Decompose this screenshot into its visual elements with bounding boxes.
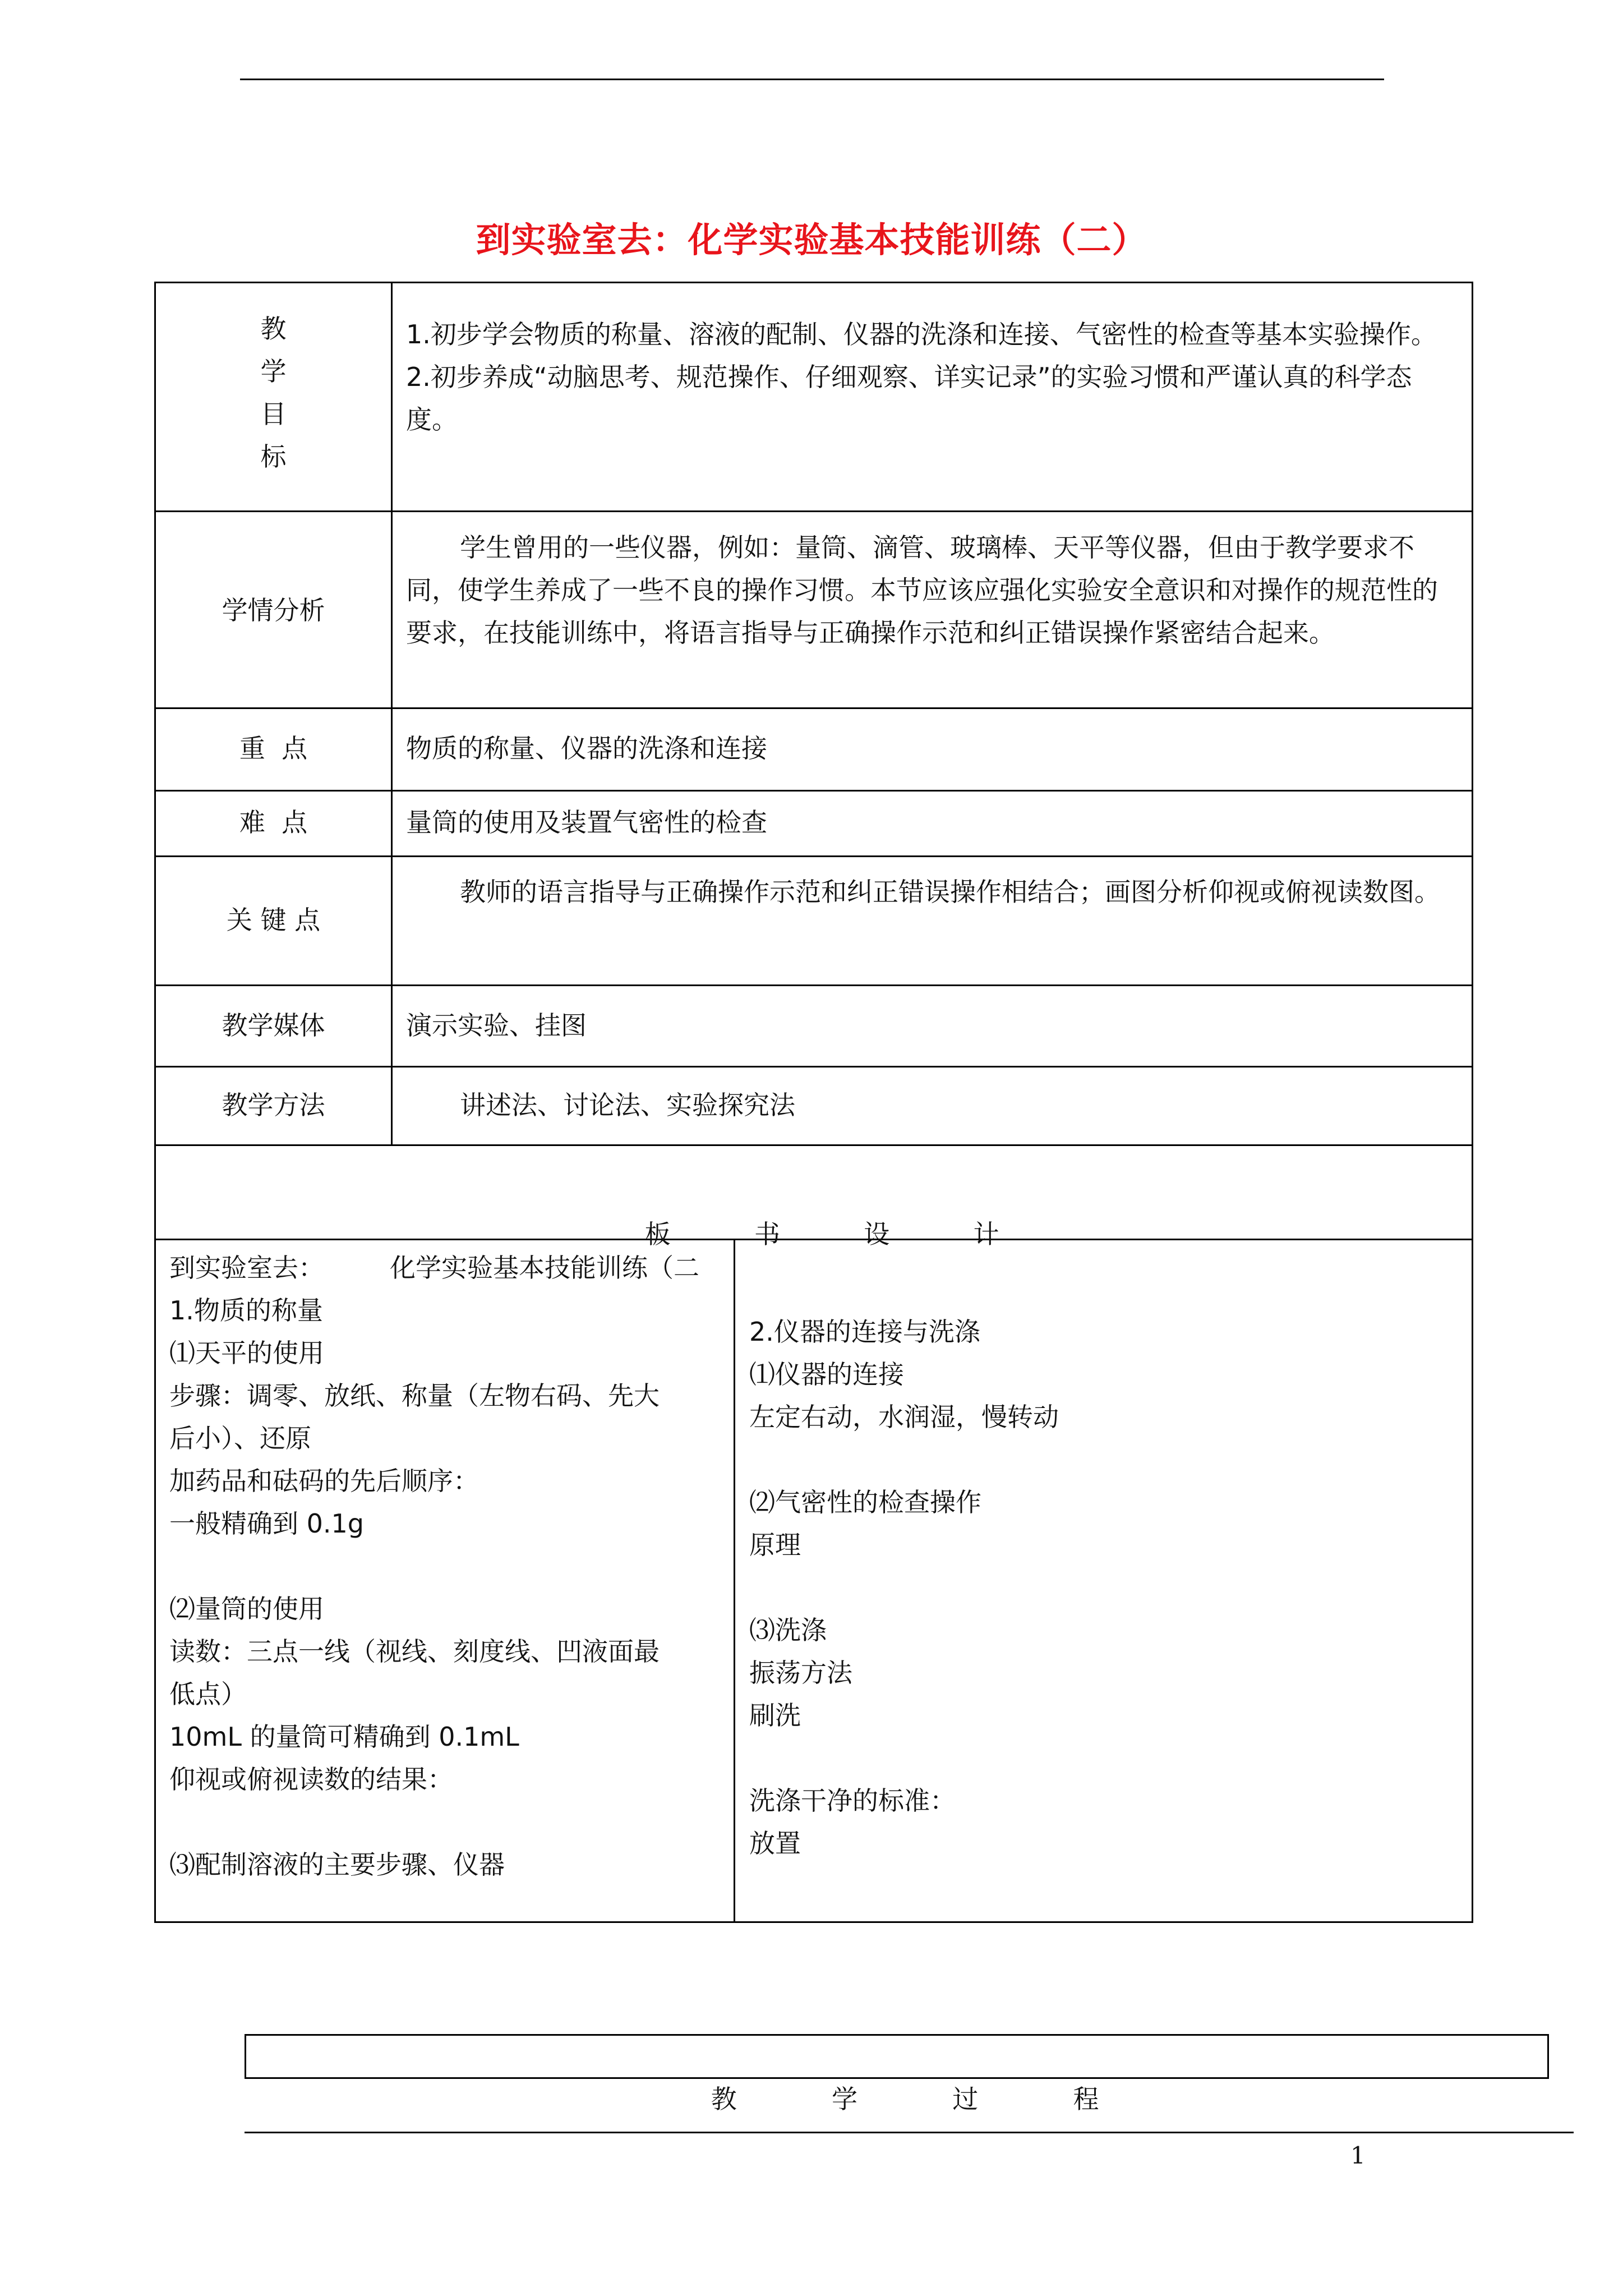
board-left-line: 到实验室去： 化学实验基本技能训练（二 [169, 1253, 699, 1283]
board-heading [156, 1170, 1472, 1255]
row-label-objectives [156, 307, 391, 478]
board-heading-text: 板 书 设 计 [644, 1219, 999, 1249]
label-column-divider [391, 282, 393, 1145]
board-right-line: 刷洗 [749, 1700, 801, 1731]
board-left-line: ⑴天平的使用 [169, 1338, 324, 1368]
row-content-analysis: 学生曾用的一些仪器，例如：量筒、滴管、玻璃棒、天平等仪器，但由于教学要求不同，使学生养成了一些不良的操作习惯。本节应该应强化实验安全意识和对操作的规范性的要求，在技能训练中，将语言指导与正确操作示范和纠正错误操作紧密结合起来。 [406, 532, 1438, 648]
header-rule [240, 79, 1384, 80]
board-left-column [169, 1246, 730, 1886]
row-content-difficulty: 量筒的使用及装置气密性的检查 [406, 807, 767, 838]
board-right-line: ⑵气密性的检查操作 [749, 1487, 981, 1517]
board-left-line: ⑵量筒的使用 [169, 1594, 324, 1624]
row-label-media: 教学媒体 [222, 1010, 325, 1041]
board-left-line: ⑶配制溶液的主要步骤、仪器 [169, 1849, 505, 1880]
board-left-line: 1.物质的称量 [169, 1295, 323, 1326]
page-title: 到实验室去：化学实验基本技能训练（二） [476, 219, 1147, 260]
board-left-line: 10mL 的量筒可精确到 0.1mL [169, 1722, 519, 1752]
board-left-line: 低点） [169, 1679, 247, 1709]
board-left-line: 加药品和砝码的先后顺序： [169, 1466, 479, 1496]
row-label-difficulty: 难 点 [239, 807, 308, 838]
board-left-line: 步骤：调零、放纸、称量（左物右码、先大 [169, 1381, 660, 1411]
board-right-line: 放置 [749, 1828, 801, 1858]
board-right-line: 2.仪器的连接与洗涤 [749, 1317, 980, 1347]
row-divider [154, 984, 1473, 986]
board-right-line: 原理 [749, 1530, 801, 1560]
label-text: 教 学 目 标 [260, 314, 287, 472]
board-right-column [749, 1310, 1461, 1865]
page-number: 1 [1350, 2142, 1366, 2169]
board-left-line: 后小）、还原 [169, 1423, 311, 1453]
board-left-line: 读数：三点一线（视线、刻度线、凹液面最 [169, 1636, 660, 1667]
row-divider [154, 1066, 1473, 1068]
board-left-line [169, 1545, 730, 1588]
board-right-line [749, 1438, 1461, 1481]
row-content-media: 演示实验、挂图 [406, 1010, 587, 1041]
board-left-line [169, 1801, 730, 1843]
row-content-critical-point: 教师的语言指导与正确操作示范和纠正错误操作相结合；画图分析仰视或俯视读数图。 [460, 877, 1440, 907]
board-right-line: 洗涤干净的标准： [749, 1786, 956, 1816]
row-content-key-point: 物质的称量、仪器的洗涤和连接 [406, 733, 767, 763]
board-right-line: ⑶洗涤 [749, 1615, 827, 1645]
row-label-key-point: 重 点 [239, 733, 308, 763]
row-divider [154, 790, 1473, 792]
row-content-method: 讲述法、讨论法、实验探究法 [460, 1090, 795, 1120]
board-right-line [749, 1737, 1461, 1779]
process-heading [245, 2035, 1549, 2120]
process-heading-text: 教 学 过 程 [711, 2084, 1099, 2114]
board-right-line [749, 1566, 1461, 1609]
row-label-analysis: 学情分析 [222, 595, 325, 625]
board-right-line: ⑴仪器的连接 [749, 1359, 904, 1389]
row-divider [154, 707, 1473, 709]
row-divider [154, 1144, 1473, 1146]
row-content-objectives [406, 313, 1460, 441]
objective-2: 2.初步养成“动脑思考、规范操作、仔细观察、详实记录”的实验习惯和严谨认真的科学态度。 [406, 362, 1412, 435]
board-left-line: 仰视或俯视读数的结果： [169, 1764, 453, 1795]
board-right-line: 振荡方法 [749, 1658, 852, 1688]
objective-1: 1.初步学会物质的称量、溶液的配制、仪器的洗涤和连接、气密性的检查等基本实验操作。 [406, 319, 1437, 349]
row-label-method: 教学方法 [222, 1090, 325, 1120]
row-label-critical-point: 关 键 点 [226, 905, 321, 935]
board-column-divider [734, 1239, 735, 1923]
footer-rule [245, 2132, 1574, 2133]
row-divider [154, 855, 1473, 857]
board-left-line: 一般精确到 0.1g [169, 1508, 364, 1539]
board-right-line: 左定右动，水润湿，慢转动 [749, 1402, 1059, 1432]
row-divider [154, 510, 1473, 512]
